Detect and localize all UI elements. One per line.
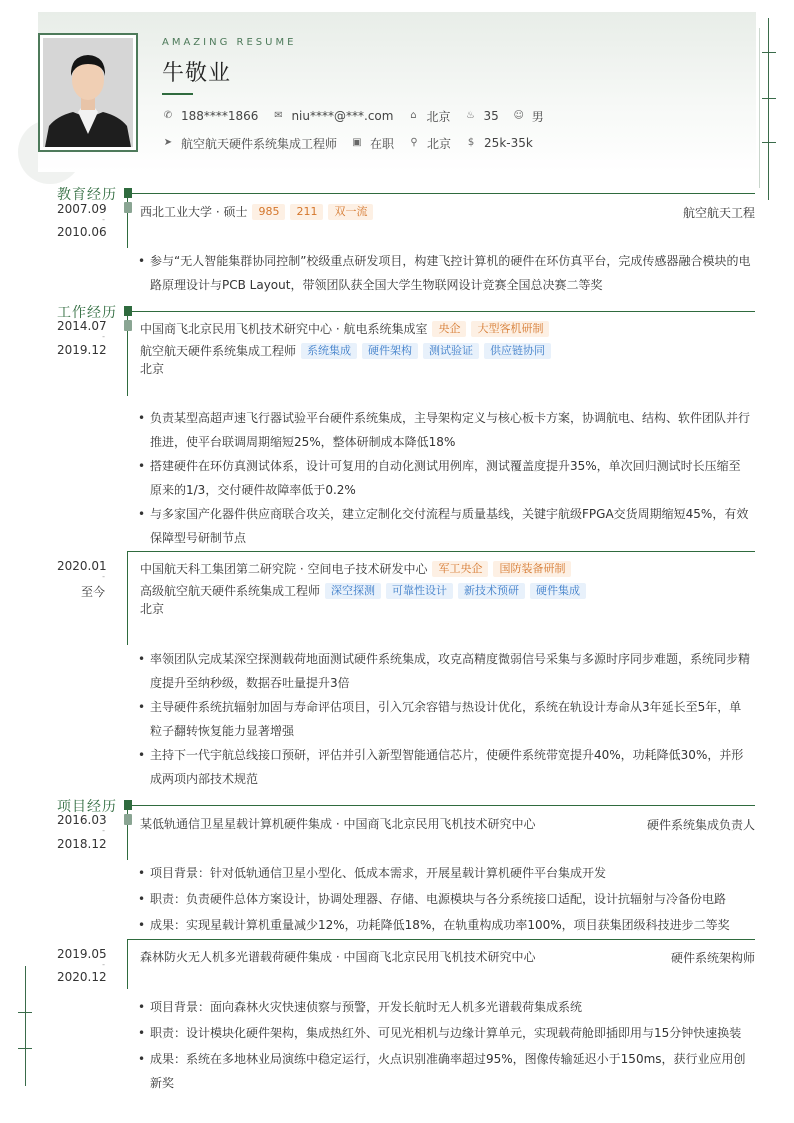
project-bullet <box>138 913 752 937</box>
city-text: 北京 <box>426 109 451 124</box>
bullet-text: 负责某型高超声速飞行器试验平台硬件系统集成，主导架构定义与核心板卡方案，协调航电、结构、软件团队并行推进，使平台联调周期缩短25%，整体研制成本降低18% <box>150 411 751 449</box>
avatar <box>43 38 133 147</box>
salary-text: 25k-35k <box>484 136 533 150</box>
smile-icon: ☺ <box>513 110 524 121</box>
profile-photo <box>38 33 138 152</box>
bullet-text: 职责：设计模块化硬件架构，集成热红外、可见光相机与边缘计算单元，实现载荷舱即插即用与15分钟快速换装 <box>150 1026 742 1040</box>
work-bullet <box>138 695 752 743</box>
timeline-dot <box>124 320 132 331</box>
skill-tag: 硬件集成 <box>530 583 586 599</box>
bullet-text: 项目背景：面向森林火灾快速侦察与预警，开发长航时无人机多光谱载荷集成系统 <box>150 1000 583 1014</box>
school-tag: 985 <box>252 204 285 220</box>
email-text: niu****@***.com <box>291 109 394 123</box>
skill-tag: 新技术预研 <box>458 583 525 599</box>
gender-item <box>513 108 544 125</box>
work-title-line <box>140 342 551 359</box>
work-city: 北京 <box>140 362 165 376</box>
date-separator: - <box>102 332 105 341</box>
company-tag: 军工央企 <box>432 561 488 577</box>
bullet-dot: • <box>138 1000 146 1014</box>
skill-tag: 供应链协同 <box>484 343 551 359</box>
section-title-work: 工作经历 <box>57 305 117 321</box>
decorative-tick <box>18 1048 32 1049</box>
work-bullet <box>138 502 752 550</box>
project-name: 某低轨通信卫星星载计算机硬件集成 · 中国商飞北京民用飞机技术研究中心 <box>140 817 536 831</box>
phone-item <box>162 109 258 123</box>
company-tag: 大型客机研制 <box>471 321 549 337</box>
entry-rule <box>128 939 755 940</box>
date-separator: - <box>102 826 105 835</box>
skill-tag: 深空探测 <box>325 583 381 599</box>
section-marker <box>124 306 132 316</box>
work-start-date: 2014.07 <box>57 319 107 333</box>
bullet-text: 成果：实现星载计算机重量减少12%，功耗降低18%，在轨重构成功率100%，项目获集团级科技进步二等奖 <box>150 918 730 932</box>
decorative-tick <box>762 98 776 99</box>
work-start-date: 2020.01 <box>57 559 107 573</box>
bullet-text: 与多家国产化器件供应商联合攻关，建立定制化交付流程与质量基线，关键宇航级FPGA交货周期缩短45%，有效保障型号研制节点 <box>150 507 749 545</box>
section-marker <box>124 188 132 198</box>
bullet-dot: • <box>138 652 146 666</box>
phone-icon: ✆ <box>163 110 173 121</box>
timeline-line <box>127 939 128 989</box>
send-icon: ➤ <box>163 137 173 148</box>
job-title: 航空航天硬件系统集成工程师 <box>140 344 297 358</box>
bullet-dot: • <box>138 411 146 425</box>
edu-school-line <box>140 203 373 220</box>
bullet-dot: • <box>138 866 146 880</box>
company-name: 中国航天科工集团第二研究院 · 空间电子技术研发中心 <box>140 562 428 576</box>
work-company-line <box>140 320 549 337</box>
section-rule <box>132 311 755 312</box>
bullet-text: 职责：负责硬件总体方案设计，协调处理器、存储、电源模块与各分系统接口适配，设计抗辐射与冷备份电路 <box>150 892 727 906</box>
section-rule <box>132 193 755 194</box>
edu-major: 航空航天工程 <box>682 206 755 220</box>
bullet-dot: • <box>138 507 146 521</box>
work-bullet <box>138 743 752 791</box>
brand-text: AMAZING RESUME <box>162 37 297 48</box>
contact-row <box>162 108 558 124</box>
school-tag: 211 <box>290 204 323 220</box>
bullet-dot: • <box>138 254 146 268</box>
gender-text: 男 <box>531 109 544 124</box>
work-bullet <box>138 647 752 695</box>
target-city-text: 北京 <box>427 136 452 151</box>
work-title-line <box>140 582 586 599</box>
cake-icon: ♨ <box>465 110 475 121</box>
bullet-text: 项目背景：针对低轨通信卫星小型化、低成本需求，开展星载计算机硬件平台集成开发 <box>150 866 607 880</box>
skill-tag: 可靠性设计 <box>386 583 453 599</box>
bullet-text: 搭建硬件在环仿真测试体系，设计可复用的自动化测试用例库，测试覆盖度提升35%，单次回归测试时长压缩至原来的1/3，交付硬件故障率低于0.2% <box>150 459 741 497</box>
bullet-text: 参与“无人智能集群协同控制”校级重点研发项目，构建飞控计算机的硬件在环仿真平台，完成传感器融合模块的电路原理设计与PCB Layout，带领团队获全国大学生物联网设计竞赛全国总决赛二等奖 <box>150 254 751 292</box>
project-end-date: 2018.12 <box>57 837 107 851</box>
age-item <box>464 109 498 123</box>
school-tag: 双一流 <box>328 204 373 220</box>
section-rule <box>132 805 755 806</box>
bullet-text: 主持下一代宇航总线接口预研，评估并引入新型智能通信芯片，使硬件系统带宽提升40%，功耗降低30%，并形成两项内部技术规范 <box>150 748 744 786</box>
timeline-line <box>127 551 128 645</box>
bullet-dot: • <box>138 700 146 714</box>
decorative-line <box>25 966 26 1086</box>
work-bullet <box>138 406 752 454</box>
location-icon: ⚲ <box>410 137 418 148</box>
city-item <box>407 108 450 125</box>
bullet-dot: • <box>138 1026 146 1040</box>
timeline-dot <box>124 202 132 213</box>
salary-item <box>465 136 533 150</box>
decorative-tick <box>762 142 776 143</box>
work-company-line <box>140 560 571 577</box>
home-icon: ⌂ <box>410 110 417 121</box>
work-end-date: 2019.12 <box>57 343 107 357</box>
bullet-dot: • <box>138 918 146 932</box>
section-marker <box>124 800 132 810</box>
decorative-tick <box>762 52 776 53</box>
email-item <box>272 109 393 123</box>
project-bullet <box>138 995 752 1019</box>
job-row <box>162 135 547 151</box>
decorative-tick <box>18 1012 32 1013</box>
date-separator: - <box>102 572 105 581</box>
target-job-text: 航空航天硬件系统集成工程师 <box>181 136 338 151</box>
candidate-name: 牛敬业 <box>162 61 232 86</box>
briefcase-icon: ▣ <box>352 137 362 148</box>
entry-rule <box>128 551 755 552</box>
mail-icon: ✉ <box>274 110 283 121</box>
timeline-dot <box>124 814 132 825</box>
project-bullet <box>138 1047 752 1095</box>
age-text: 35 <box>483 109 499 123</box>
project-end-date: 2020.12 <box>57 970 107 984</box>
project-name: 森林防火无人机多光谱载荷硬件集成 · 中国商飞北京民用飞机技术研究中心 <box>140 950 536 964</box>
status-item <box>351 135 394 152</box>
job-title: 高级航空航天硬件系统集成工程师 <box>140 584 321 598</box>
skill-tag: 系统集成 <box>301 343 357 359</box>
name-underline <box>162 93 193 95</box>
project-role: 硬件系统集成负责人 <box>646 818 755 832</box>
project-bullet <box>138 887 752 911</box>
bullet-dot: • <box>138 892 146 906</box>
edu-start-date: 2007.09 <box>57 202 107 216</box>
work-bullet <box>138 454 752 502</box>
work-city: 北京 <box>140 602 165 616</box>
bullet-dot: • <box>138 1052 146 1066</box>
date-separator: - <box>102 215 105 224</box>
company-tag: 国防装备研制 <box>493 561 571 577</box>
company-tag: 央企 <box>432 321 466 337</box>
company-name: 中国商飞北京民用飞机技术研究中心 · 航电系统集成室 <box>140 322 428 336</box>
target-job-item <box>162 135 337 152</box>
bullet-text: 主导硬件系统抗辐射加固与寿命评估项目，引入冗余容错与热设计优化，系统在轨设计寿命从3年延长至5年，单粒子翻转恢复能力显著增强 <box>150 700 742 738</box>
project-role: 硬件系统架构师 <box>670 951 755 965</box>
section-title-education: 教育经历 <box>57 187 117 203</box>
money-icon: $ <box>467 137 475 148</box>
decorative-line <box>768 18 769 200</box>
edu-bullet <box>138 249 752 297</box>
school-name: 西北工业大学 · 硕士 <box>140 205 248 219</box>
bullet-dot: • <box>138 459 146 473</box>
phone-text: 188****1866 <box>181 109 259 123</box>
decorative-line <box>759 28 760 188</box>
project-start-date: 2016.03 <box>57 813 107 827</box>
skill-tag: 硬件架构 <box>362 343 418 359</box>
project-start-date: 2019.05 <box>57 947 107 961</box>
status-text: 在职 <box>370 136 395 151</box>
work-end-date: 至今 <box>80 585 105 599</box>
project-bullet <box>138 1021 752 1045</box>
edu-end-date: 2010.06 <box>57 225 107 239</box>
bullet-dot: • <box>138 748 146 762</box>
project-bullet <box>138 861 752 885</box>
target-city-item <box>408 135 451 152</box>
bullet-text: 率领团队完成某深空探测载荷地面测试硬件系统集成，攻克高精度微弱信号采集与多源时序同步难题，系统同步精度提升至纳秒级，数据吞吐量提升3倍 <box>150 652 751 690</box>
bullet-text: 成果：系统在多地林业局演练中稳定运行，火点识别准确率超过95%，图像传输延迟小于150ms，获行业应用创新奖 <box>150 1052 746 1090</box>
skill-tag: 测试验证 <box>423 343 479 359</box>
section-title-project: 项目经历 <box>57 799 117 815</box>
date-separator: - <box>102 960 105 969</box>
